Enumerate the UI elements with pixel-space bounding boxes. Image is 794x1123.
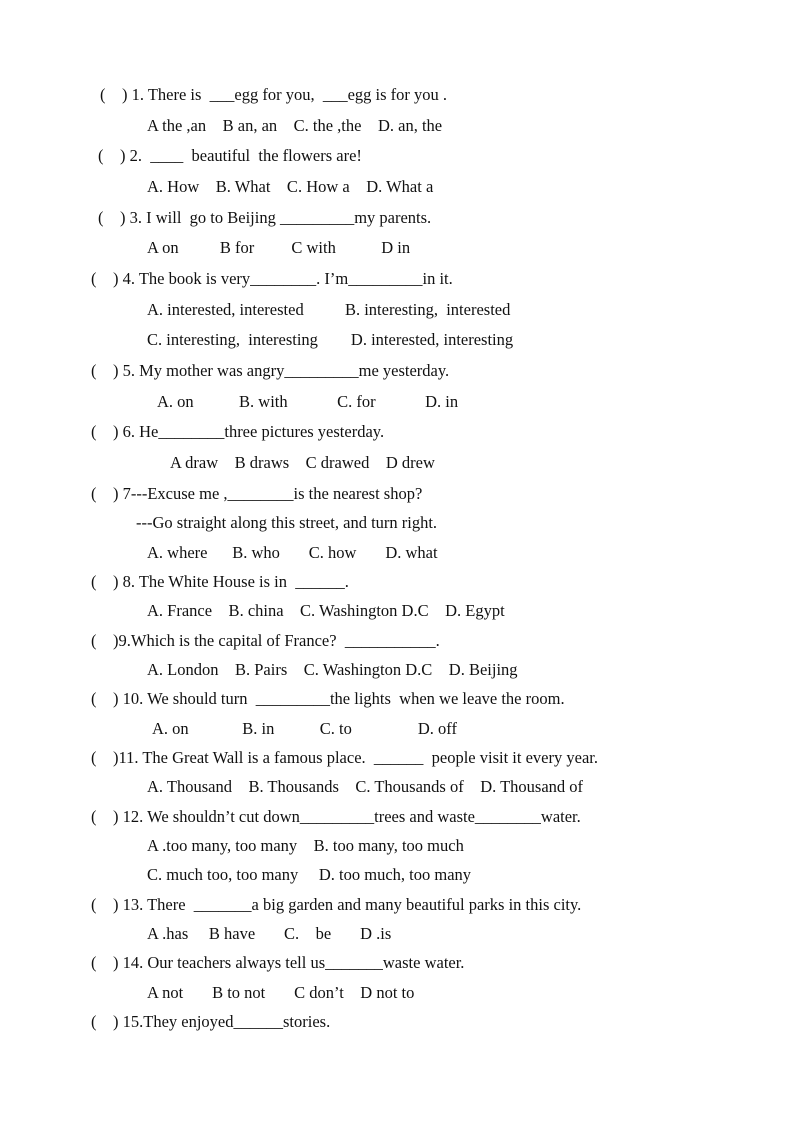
question-11-options: A. Thousand B. Thousands C. Thousands of D. Thousand of [147,777,584,796]
question-1: ( ) 1. There is ___egg for you, ___egg is for you . [100,85,448,104]
question-13-options: A .has B have C. be D .is [147,924,392,943]
question-14-options: A not B to not C don’t D not to [147,983,415,1002]
question-7-options: A. where B. who C. how D. what [147,543,438,562]
question-12-options-a: A .too many, too many B. too many, too much [147,836,464,855]
question-15: ( ) 15.They enjoyed______stories. [91,1012,331,1031]
question-1-options: A the ,an B an, an C. the ,the D. an, the [147,116,443,135]
question-10-options: A. on B. in C. to D. off [152,719,457,738]
question-5-options: A. on B. with C. for D. in [157,392,459,411]
question-11: ( )11. The Great Wall is a famous place. ______ people visit it every year. [91,748,598,767]
question-5: ( ) 5. My mother was angry_________me yesterday. [91,361,450,380]
question-9: ( )9.Which is the capital of France? ___________. [91,631,440,650]
question-6: ( ) 6. He________three pictures yesterday. [91,422,385,441]
question-13: ( ) 13. There _______a big garden and many beautiful parks in this city. [91,895,582,914]
question-10: ( ) 10. We should turn _________the lights when we leave the room. [91,689,565,708]
question-14: ( ) 14. Our teachers always tell us_______waste water. [91,953,465,972]
question-4: ( ) 4. The book is very________. I’m_________in it. [91,269,453,288]
question-6-options: A draw B draws C drawed D drew [170,453,435,472]
question-3-options: A on B for C with D in [147,238,411,257]
question-3: ( ) 3. I will go to Beijing _________my parents. [98,208,432,227]
question-12-options-b: C. much too, too many D. too much, too many [147,865,472,884]
question-8: ( ) 8. The White House is in ______. [91,572,349,591]
question-12: ( ) 12. We shouldn’t cut down_________trees and waste________water. [91,807,581,826]
question-4-options-b: C. interesting, interesting D. interested, interesting [147,330,514,349]
question-4-options-a: A. interested, interested B. interesting, interested [147,300,511,319]
question-2-options: A. How B. What C. How a D. What a [147,177,434,196]
question-7: ( ) 7---Excuse me ,________is the nearest shop? [91,484,423,503]
question-7-reply: ---Go straight along this street, and turn right. [136,513,438,532]
question-2: ( ) 2. ____ beautiful the flowers are! [98,146,362,165]
question-9-options: A. London B. Pairs C. Washington D.C D. Beijing [147,660,518,679]
question-8-options: A. France B. china C. Washington D.C D. Egypt [147,601,505,620]
